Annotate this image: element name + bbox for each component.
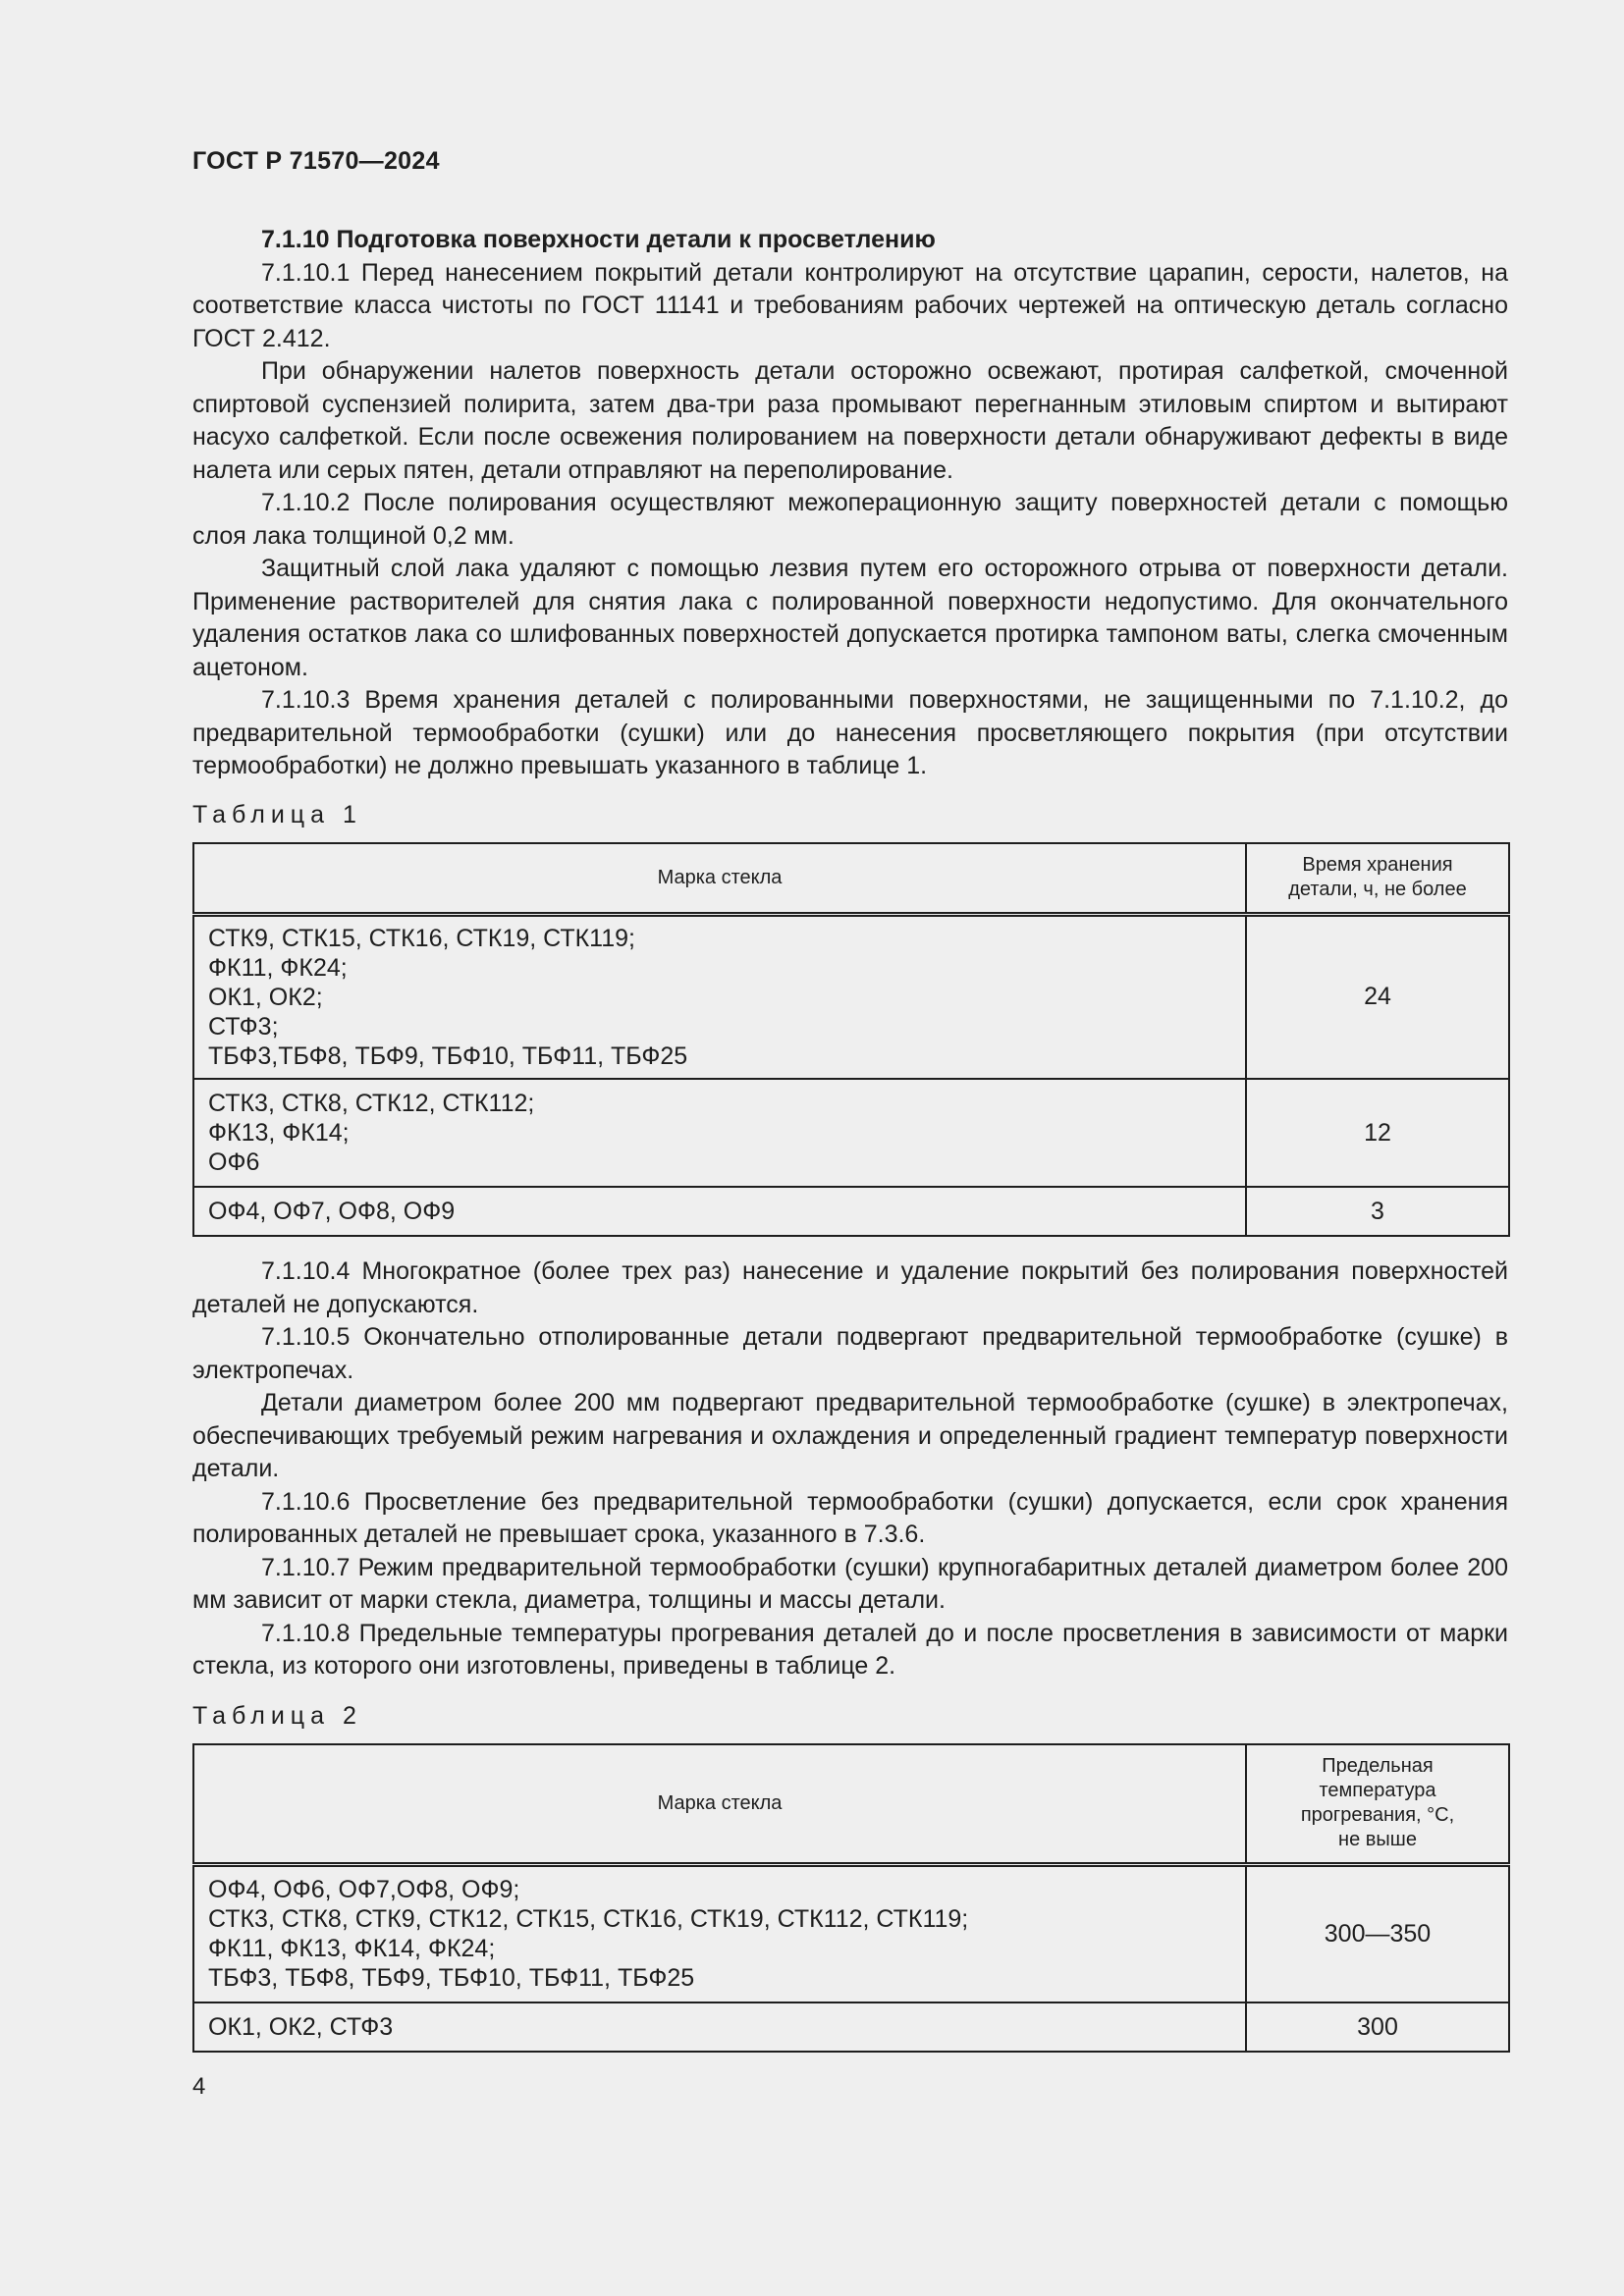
- section-text-top: [192, 224, 1508, 783]
- paragraph: Детали диаметром более 200 мм подвергают предварительной термообработке (сушке) в электропечах, обеспечивающих требуемый режим нагревания и охлаждения и определенный градиент температур поверхности детали.: [192, 1389, 1508, 1482]
- table-row: [193, 1187, 1509, 1236]
- table1-caption: Таблица 1: [192, 801, 362, 828]
- header-line: Предельная: [1322, 1755, 1434, 1778]
- grade-line: СТК3, СТК8, СТК12, СТК112;: [208, 1090, 535, 1117]
- section-heading: 7.1.10 Подготовка поверхности детали к просветлению: [261, 226, 936, 253]
- temperature-cell: 300: [1246, 2002, 1509, 2052]
- paragraph: 7.1.10.4 Многократное (более трех раз) нанесение и удаление покрытий без полирования поверхностей деталей не допускаются.: [192, 1257, 1508, 1318]
- storage-time-cell: 12: [1246, 1079, 1509, 1187]
- header-line: прогревания, °С,: [1300, 1804, 1455, 1827]
- table1-col2-header: [1246, 843, 1509, 914]
- table1: [192, 842, 1510, 1237]
- table2-caption: Таблица 2: [192, 1702, 362, 1730]
- grade-line: ОФ4, ОФ6, ОФ7,ОФ8, ОФ9;: [208, 1876, 520, 1904]
- paragraph: 7.1.10.1 Перед нанесением покрытий детали контролируют на отсутствие царапин, серости, налетов, на соответствие класса чистоты по ГОСТ 11141 и требованиям рабочих чертежей на оптическую деталь согласно ГОСТ 2.412.: [192, 258, 1508, 352]
- table-row: [193, 1079, 1509, 1187]
- grade-line: СТФ3;: [208, 1012, 279, 1041]
- glass-grades-cell: [193, 914, 1246, 1079]
- grade-line: ОК1, ОК2, СТФ3: [208, 2013, 394, 2041]
- document-header: ГОСТ Р 71570—2024: [192, 147, 440, 175]
- paragraph: 7.1.10.8 Предельные температуры прогревания деталей до и после просветления в зависимости от марки стекла, из которого они изготовлены, приведены в таблице 2.: [192, 1619, 1508, 1680]
- paragraph: При обнаружении налетов поверхность детали осторожно освежают, протирая салфеткой, смоченной спиртовой суспензией полирита, затем два-три раза промывают перегнанным этиловым спиртом и вытирают насухо салфеткой. Если после освежения полированием на поверхности детали обнаруживают дефекты в виде налета или серых пятен, детали отправляют на переполирование.: [192, 357, 1508, 484]
- grade-line: ОФ6: [208, 1148, 260, 1176]
- table1-col1-header: Марка стекла: [193, 843, 1246, 914]
- grade-line: ТБФ3, ТБФ8, ТБФ9, ТБФ10, ТБФ11, ТБФ25: [208, 1964, 695, 1993]
- grade-line: ОК1, ОК2;: [208, 983, 323, 1011]
- paragraph: 7.1.10.3 Время хранения деталей с полированными поверхностями, не защищенными по 7.1.10.2, до предварительной термообработки (сушки) или до нанесения просветляющего покрытия (при отсутствии термообработки) не должно превышать указанного в таблице 1.: [192, 686, 1508, 779]
- table-row: [193, 2002, 1509, 2052]
- table-row: [193, 1864, 1509, 2002]
- glass-grades-cell: [193, 1864, 1246, 2002]
- table2-col2-header: [1246, 1744, 1509, 1864]
- table-row: [193, 914, 1509, 1079]
- paragraph: Защитный слой лака удаляют с помощью лезвия путем его осторожного отрыва от поверхности детали. Применение растворителей для снятия лака с полированной поверхности недопустимо. Для окончательного удаления остатков лака со шлифованных поверхностей допускается протирка тампоном ваты, слегка смоченным ацетоном.: [192, 555, 1508, 681]
- grade-line: СТК3, СТК8, СТК9, СТК12, СТК15, СТК16, СТК19, СТК112, СТК119;: [208, 1905, 969, 1934]
- storage-time-cell: 3: [1246, 1187, 1509, 1236]
- table2-col1-header: Марка стекла: [193, 1744, 1246, 1864]
- grade-line: ТБФ3,ТБФ8, ТБФ9, ТБФ10, ТБФ11, ТБФ25: [208, 1041, 688, 1070]
- glass-grades-cell: [193, 1079, 1246, 1187]
- page-number: 4: [192, 2073, 206, 2100]
- header-line: не выше: [1338, 1829, 1417, 1851]
- header-line: детали, ч, не более: [1288, 879, 1467, 901]
- grade-line: СТК9, СТК15, СТК16, СТК19, СТК119;: [208, 924, 635, 952]
- grade-line: ФК11, ФК13, ФК14, ФК24;: [208, 1935, 496, 1963]
- header-line: Время хранения: [1302, 854, 1453, 877]
- paragraph: 7.1.10.2 После полирования осуществляют межоперационную защиту поверхностей детали с помощью слоя лака толщиной 0,2 мм.: [192, 489, 1508, 550]
- grade-line: ОФ4, ОФ7, ОФ8, ОФ9: [208, 1198, 456, 1225]
- temperature-cell: 300—350: [1246, 1864, 1509, 2002]
- paragraph: 7.1.10.6 Просветление без предварительной термообработки (сушки) допускается, если срок хранения полированных деталей не превышает срока, указанного в 7.3.6.: [192, 1487, 1508, 1548]
- paragraph: 7.1.10.7 Режим предварительной термообработки (сушки) крупногабаритных деталей диаметром более 200 мм зависит от марки стекла, диаметра, толщины и массы детали.: [192, 1553, 1508, 1614]
- grade-line: ФК13, ФК14;: [208, 1119, 350, 1147]
- header-line: температура: [1319, 1780, 1436, 1802]
- glass-grades-cell: [193, 2002, 1246, 2052]
- storage-time-cell: 24: [1246, 914, 1509, 1079]
- section-text-middle: [192, 1255, 1508, 1683]
- table2: [192, 1743, 1510, 2053]
- grade-line: ФК11, ФК24;: [208, 953, 348, 982]
- paragraph: 7.1.10.5 Окончательно отполированные детали подвергают предварительной термообработке (сушке) в электропечах.: [192, 1323, 1508, 1384]
- glass-grades-cell: [193, 1187, 1246, 1236]
